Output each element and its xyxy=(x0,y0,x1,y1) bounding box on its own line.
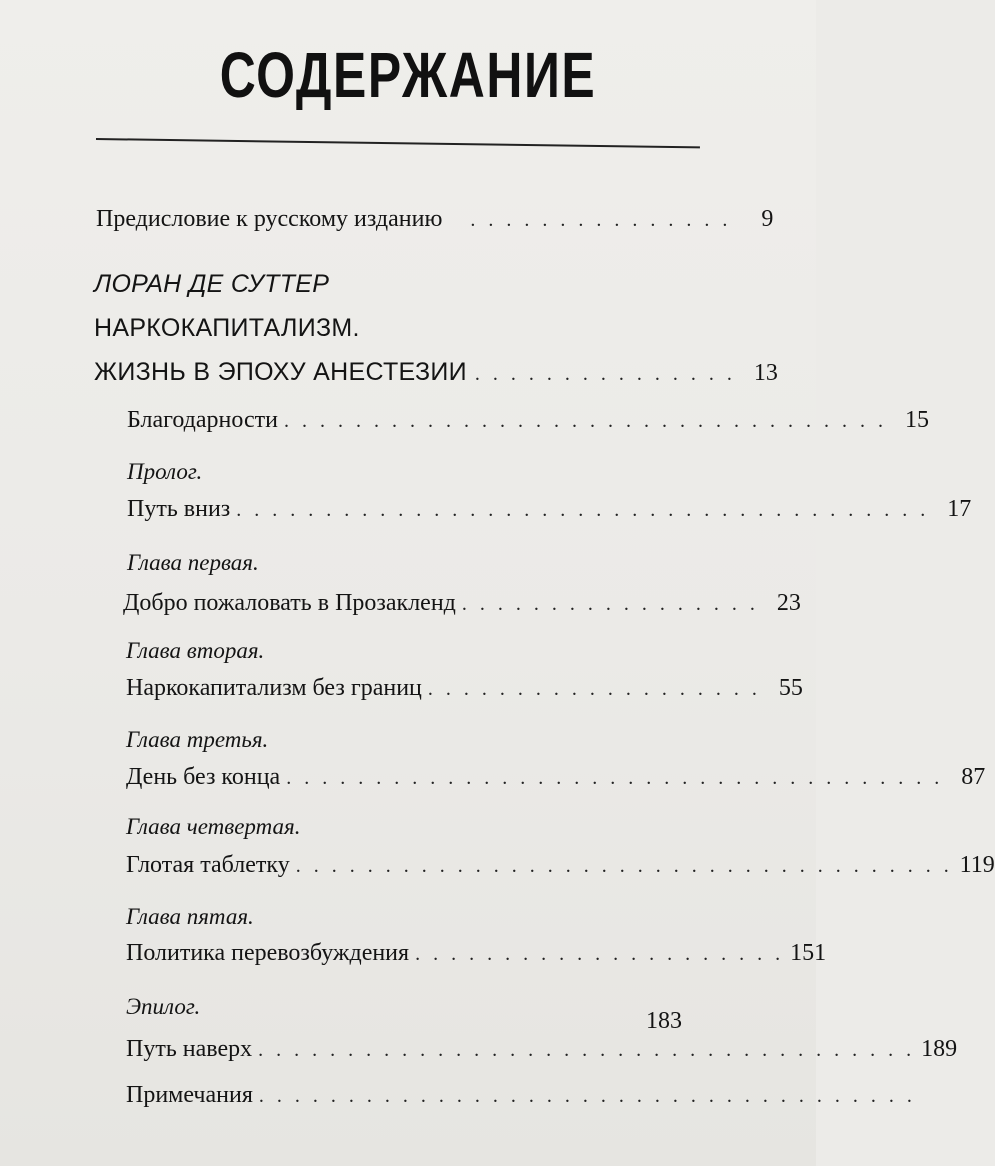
toc-entry-label: Предисловие к русскому изданию xyxy=(96,206,443,232)
toc-entry-label: Путь наверх xyxy=(126,1036,253,1062)
chapter-4-heading: Глава четвертая. xyxy=(126,814,301,839)
toc-leader-dots: . . . . . . . . . . . . . . . . . . . . . . . . . . . . . . . . . . xyxy=(283,410,887,432)
toc-entry-chapter-1[interactable] xyxy=(123,590,801,630)
chapter-1-heading: Глава первая. xyxy=(127,550,259,575)
toc-entry-chapter-4[interactable] xyxy=(126,852,995,892)
toc-page-number: 189 xyxy=(921,1036,958,1062)
book-title-line-2: ЖИЗНЬ В ЭПОХУ АНЕСТЕЗИИ xyxy=(94,358,467,386)
toc-entry-chapter-5[interactable] xyxy=(126,940,827,980)
toc-leader-dots: . . . . . . . . . . . . . . . . . . . . . . . . . . . . . . . . . . . . . xyxy=(258,1085,916,1107)
chapter-2-heading: Глава вторая. xyxy=(126,638,265,663)
toc-entry-label: Наркокапитализм без границ xyxy=(126,675,422,701)
toc-page-number: 23 xyxy=(776,590,801,616)
toc-page-number: 9 xyxy=(761,206,774,232)
prologue-heading: Пролог. xyxy=(127,459,203,484)
toc-entry-label: Политика перевозбуждения xyxy=(126,940,410,966)
toc-page-number: 87 xyxy=(961,764,986,790)
page-title: СОДЕРЖАНИЕ xyxy=(219,39,597,111)
toc-leader-dots: . . . . . . . . . . . . . . . . . xyxy=(461,593,759,615)
toc-entry-label: Глотая таблетку xyxy=(126,852,290,878)
toc-entry-epilogue-title[interactable] xyxy=(126,1036,958,1076)
toc-leader-dots: . . . . . . . . . . . . . . . . . . . . . . . . . . . . . . . . . . . . . xyxy=(258,1039,916,1061)
author-name: ЛОРАН ДЕ СУТТЕР xyxy=(94,270,330,298)
epilogue-heading: Эпилог. xyxy=(126,994,201,1019)
toc-page-number: 13 xyxy=(753,360,778,386)
toc-page-number: 15 xyxy=(904,407,929,433)
toc-entry-notes[interactable] xyxy=(126,1082,916,1122)
toc-entry-label: Благодарности xyxy=(127,407,278,433)
toc-leader-dots: . . . . . . . . . . . . . . . xyxy=(470,209,732,231)
toc-leader-dots: . . . . . . . . . . . . . . . . . . . . . . . . . . . . . . . . . . . . . xyxy=(286,767,944,789)
toc-entry-acknowledgements[interactable] xyxy=(127,407,929,447)
toc-leader-dots: . . . . . . . . . . . . . . . . . . . xyxy=(427,678,761,700)
toc-page-number: 119 xyxy=(959,852,995,878)
toc-leader-dots: . . . . . . . . . . . . . . . xyxy=(474,363,736,385)
book-title-line-1: НАРКОКАПИТАЛИЗМ. xyxy=(94,314,360,342)
toc-leader-dots: . . . . . . . . . . . . . . . . . . . . . xyxy=(415,943,785,965)
toc-entry-prologue[interactable] xyxy=(127,496,972,536)
chapter-5-heading: Глава пятая. xyxy=(126,904,254,929)
toc-page-number: 151 xyxy=(790,940,827,966)
toc-entry-label: Добро пожаловать в Прозакленд xyxy=(123,590,456,616)
toc-page-number: 55 xyxy=(778,675,803,701)
toc-page-number: 17 xyxy=(947,496,972,522)
toc-leader-dots: . . . . . . . . . . . . . . . . . . . . . . . . . . . . . . . . . . . . . xyxy=(295,855,953,877)
toc-leader-dots: . . . . . . . . . . . . . . . . . . . . . . . . . . . . . . . . . . . . . . . xyxy=(236,499,930,521)
toc-entry-chapter-2[interactable] xyxy=(126,675,803,715)
toc-entry-label: Путь вниз xyxy=(127,496,231,522)
toc-entry-chapter-3[interactable] xyxy=(126,764,986,804)
toc-page-number: 183 xyxy=(646,1008,682,1034)
toc-entry-label: Примечания xyxy=(126,1082,253,1108)
toc-entry-book-title[interactable] xyxy=(94,358,778,398)
chapter-3-heading: Глава третья. xyxy=(126,727,269,752)
toc-entry-label: День без конца xyxy=(126,764,281,790)
toc-entry-preface[interactable] xyxy=(96,206,774,246)
